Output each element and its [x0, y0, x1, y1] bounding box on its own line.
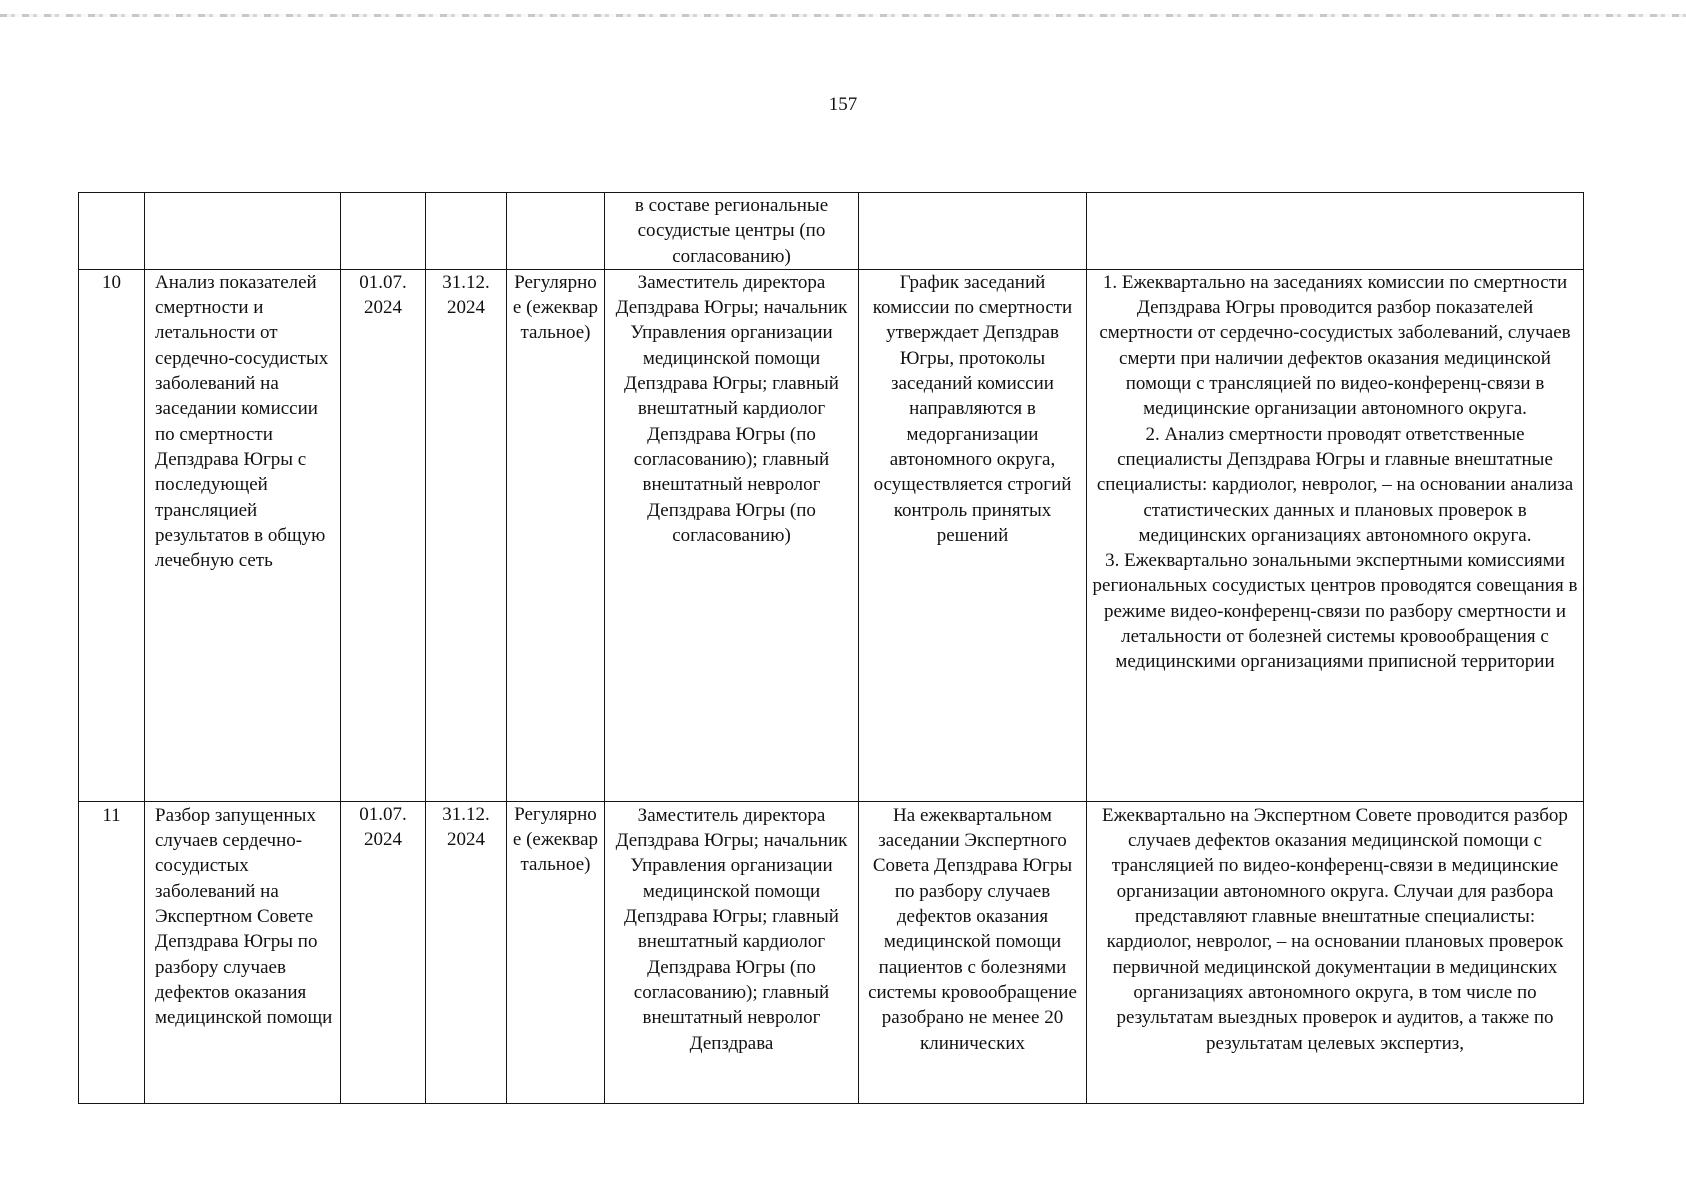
row-number-cell: 11 [79, 801, 145, 1103]
end-date-cell: 31.12. 2024 [426, 801, 507, 1103]
responsible-cell: Заместитель директора Депздрава Югры; начальник Управления организации медицинской помощи Депздрава Югры; главный внештатный кардиолог Депздрава Югры (по согласованию); главный внештатный невролог Депздрава Югры (по согласованию) [605, 269, 859, 801]
result-cell [1087, 193, 1584, 270]
table-row [79, 193, 1584, 270]
scan-artifact-line [0, 14, 1686, 17]
result-cell: Ежеквартально на Экспертном Совете проводится разбор случаев дефектов оказания медицинской помощи с трансляцией по видео-конференц-связи в медицинские организации автономного округа. Случаи для разбора представляют главные внештатные специалисты: кардиолог, невролог, – на основании плановых проверок первичной медицинской документации в медицинских организациях автономного округа, в том числе по результатам выездных проверок и аудитов, а также по результатам целевых экспертиз, [1087, 801, 1584, 1103]
start-date-cell: 01.07. 2024 [341, 269, 426, 801]
indicator-cell [859, 193, 1087, 270]
row-number-cell: 10 [79, 269, 145, 801]
start-date-cell: 01.07. 2024 [341, 801, 426, 1103]
frequency-cell [507, 193, 605, 270]
event-name-cell: Разбор запущенных случаев сердечно-сосудистых заболеваний на Экспертном Совете Депздрава Югры по разбору случаев дефектов оказания медицинской помощи [145, 801, 341, 1103]
event-name-cell [145, 193, 341, 270]
frequency-cell: Регулярное (ежеквартальное) [507, 801, 605, 1103]
action-plan-table [78, 192, 1584, 1104]
indicator-cell: На ежеквартальном заседании Экспертного Совета Депздрава Югры по разбору случаев дефектов оказания медицинской помощи пациентов с болезнями системы кровообращение разобрано не менее 20 клинических [859, 801, 1087, 1103]
start-date-cell [341, 193, 426, 270]
table-row [79, 801, 1584, 1103]
event-name-cell: Анализ показателей смертности и летальности от сердечно-сосудистых заболеваний на заседании комиссии по смертности Депздрава Югры с последующей трансляцией результатов в общую лечебную сеть [145, 269, 341, 801]
indicator-cell: График заседаний комиссии по смертности утверждает Депздрав Югры, протоколы заседаний комиссии направляются в медорганизации автономного округа, осуществляется строгий контроль принятых решений [859, 269, 1087, 801]
responsible-cell: в составе региональные сосудистые центры (по согласованию) [605, 193, 859, 270]
responsible-cell: Заместитель директора Депздрава Югры; начальник Управления организации медицинской помощи Депздрава Югры; главный внештатный кардиолог Депздрава Югры (по согласованию); главный внештатный невролог Депздрава [605, 801, 859, 1103]
result-cell: 1. Ежеквартально на заседаниях комиссии по смертности Депздрава Югры проводится разбор показателей смертности от сердечно-сосудистых заболеваний, случаев смерти при наличии дефектов оказания медицинской помощи с трансляцией по видео-конференц-связи в медицинские организации автономного округа. 2. Анализ смертности проводят ответственные специалисты Депздрава Югры и главные внештатные специалисты: кардиолог, невролог, – на основании анализа статистических данных и плановых проверок в медицинских организациях автономного округа. 3. Ежеквартально зональными экспертными комиссиями региональных сосудистых центров проводятся совещания в режиме видео-конференц-связи по разбору смертности и летальности от болезней системы кровообращения с медицинскими организациями приписной территории [1087, 269, 1584, 801]
frequency-cell: Регулярное (ежеквартальное) [507, 269, 605, 801]
row-number-cell [79, 193, 145, 270]
end-date-cell [426, 193, 507, 270]
table-row [79, 269, 1584, 801]
end-date-cell: 31.12. 2024 [426, 269, 507, 801]
page-number: 157 [828, 94, 858, 115]
